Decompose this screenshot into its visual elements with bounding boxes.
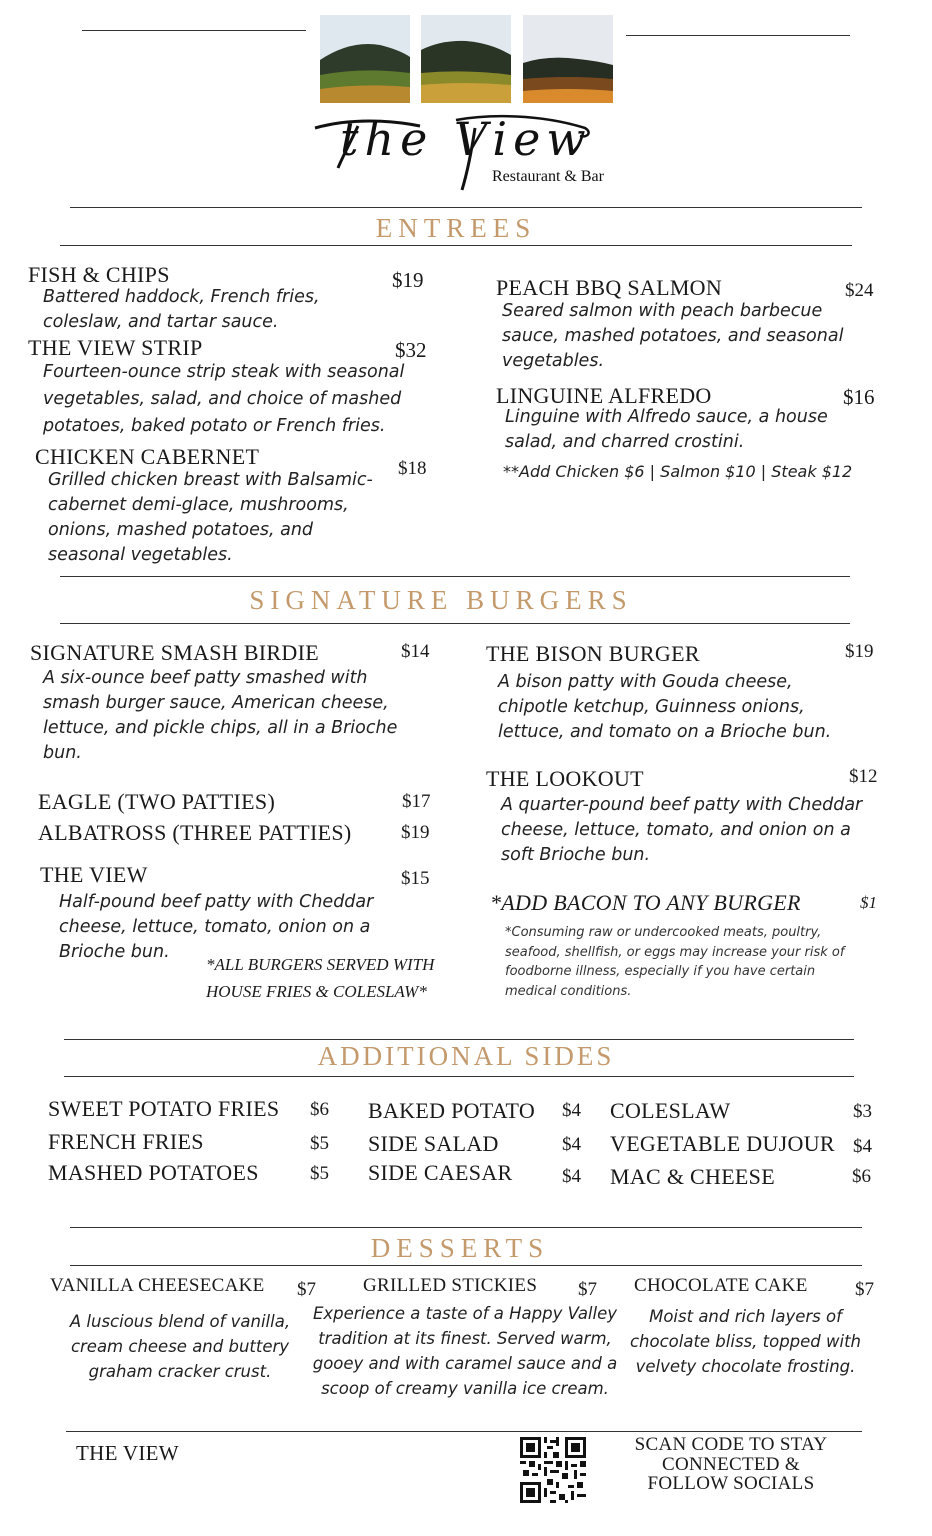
dessert-price: $7 xyxy=(297,1279,316,1300)
dessert-name: CHOCOLATE CAKE xyxy=(634,1275,808,1296)
header-rule-right xyxy=(626,35,850,36)
burger-name: SIGNATURE SMASH BIRDIE xyxy=(30,640,319,665)
side-name: COLESLAW xyxy=(610,1098,731,1123)
dessert-price: $7 xyxy=(578,1279,597,1300)
burger-name: THE LOOKOUT xyxy=(486,766,644,791)
burger-desc: A quarter-pound beef patty with Cheddar cheese, lettuce, tomato, and onion on a soft Brioche bun. xyxy=(501,795,863,865)
burger-price: $19 xyxy=(401,822,430,843)
side-price: $4 xyxy=(562,1134,581,1155)
qr-code[interactable] xyxy=(520,1437,586,1503)
entree-desc: Linguine with Alfredo sauce, a house salad, and charred crostini. xyxy=(505,407,828,452)
dessert-name: VANILLA CHEESECAKE xyxy=(50,1275,265,1296)
desserts-rule-bottom xyxy=(70,1265,862,1266)
entree-price: $32 xyxy=(395,338,427,362)
sides-title: ADDITIONAL SIDES xyxy=(317,1041,615,1071)
burger-desc: A bison patty with Gouda cheese, chipotle ketchup, Guinness onions, lettuce, and tomato on a Brioche bun. xyxy=(498,672,832,742)
entree-name: CHICKEN CABERNET xyxy=(35,444,260,469)
entree-desc: Grilled chicken breast with Balsamic-cabernet demi-glace, mushrooms, onions, mashed potatoes, and seasonal vegetables. xyxy=(48,470,373,565)
desserts-rule-top xyxy=(70,1227,862,1228)
burger-price: $15 xyxy=(401,868,430,889)
burgers-served-note: *ALL BURGERS SERVED WITH HOUSE FRIES & COLESLAW* xyxy=(206,955,435,1001)
desserts-title: DESSERTS xyxy=(370,1233,550,1263)
side-price: $4 xyxy=(562,1100,581,1121)
entree-price: $24 xyxy=(845,280,874,301)
side-price: $4 xyxy=(853,1136,872,1157)
side-name: FRENCH FRIES xyxy=(48,1129,204,1154)
burger-name: ALBATROSS (THREE PATTIES) xyxy=(38,820,352,845)
landscape-photo-2 xyxy=(421,15,511,103)
side-price: $5 xyxy=(310,1163,329,1184)
burger-desc: Half-pound beef patty with Cheddar cheese, lettuce, tomato, onion on a Brioche bun. xyxy=(59,892,374,962)
side-name: MASHED POTATOES xyxy=(48,1160,259,1185)
side-name: SIDE SALAD xyxy=(368,1131,499,1156)
logo-script: the View xyxy=(340,112,592,166)
entree-name: FISH & CHIPS xyxy=(28,262,170,287)
entree-desc: Battered haddock, French fries, coleslaw, and tartar sauce. xyxy=(43,287,320,332)
dessert-desc: Moist and rich layers of chocolate bliss, topped with velvety chocolate frosting. xyxy=(629,1307,862,1376)
landscape-photo-1 xyxy=(320,15,410,103)
entree-name: PEACH BBQ SALMON xyxy=(496,275,723,300)
burgers-rule-bottom xyxy=(60,623,850,624)
sides-rule-bottom xyxy=(64,1076,854,1077)
landscape-photo-3 xyxy=(523,15,613,103)
burger-price: $14 xyxy=(401,641,430,662)
dessert-price: $7 xyxy=(855,1279,874,1300)
side-price: $4 xyxy=(562,1166,581,1187)
entree-name: THE VIEW STRIP xyxy=(28,335,203,360)
side-price: $3 xyxy=(853,1101,872,1122)
side-name: BAKED POTATO xyxy=(368,1098,536,1123)
dessert-desc: Experience a taste of a Happy Valley tradition at its finest. Served warm, gooey and with caramel sauce and a scoop of creamy vanilla ice cream. xyxy=(312,1304,618,1398)
sides-rule-top xyxy=(64,1039,854,1040)
side-price: $6 xyxy=(310,1099,329,1120)
entrees-title: ENTREES xyxy=(375,213,537,243)
side-name: SIDE CAESAR xyxy=(368,1160,513,1185)
entrees-rule-bottom xyxy=(60,245,852,246)
burgers-title: SIGNATURE BURGERS xyxy=(249,585,633,615)
entrees-rule-top xyxy=(70,207,862,208)
entree-price: $16 xyxy=(843,385,875,409)
side-price: $5 xyxy=(310,1133,329,1154)
footer-brand: THE VIEW xyxy=(76,1441,179,1465)
add-bacon-price: $1 xyxy=(860,893,877,912)
food-safety-disclaimer: *Consuming raw or undercooked meats, poultry, seafood, shellfish, or eggs may increase your risk of foodborne illness, especially if you have certain medical conditions. xyxy=(505,925,845,999)
side-price: $6 xyxy=(852,1166,871,1187)
entree-price: $19 xyxy=(392,268,424,292)
burger-desc: A six-ounce beef patty smashed with smash burger sauce, American cheese, lettuce, and pickle chips, all in a Brioche bun. xyxy=(43,668,398,763)
logo-subtitle: Restaurant & Bar xyxy=(492,168,604,185)
burger-name: THE VIEW xyxy=(40,862,148,887)
entree-name: LINGUINE ALFREDO xyxy=(496,383,712,408)
burger-price: $17 xyxy=(402,791,431,812)
burger-price: $12 xyxy=(849,766,878,787)
entree-desc: Seared salmon with peach barbecue sauce, mashed potatoes, and seasonal vegetables. xyxy=(502,301,844,371)
entree-addon-note: **Add Chicken $6 | Salmon $10 | Steak $12 xyxy=(503,462,853,481)
dessert-name: GRILLED STICKIES xyxy=(363,1275,538,1296)
burger-name: EAGLE (TWO PATTIES) xyxy=(38,789,276,814)
add-bacon-label: *ADD BACON TO ANY BURGER xyxy=(490,890,801,915)
entree-price: $18 xyxy=(398,458,427,479)
burger-name: THE BISON BURGER xyxy=(486,641,700,666)
footer-rule xyxy=(66,1431,862,1432)
dessert-desc: A luscious blend of vanilla, cream cheese and buttery graham cracker crust. xyxy=(69,1312,291,1381)
entree-desc: Fourteen-ounce strip steak with seasonal vegetables, salad, and choice of mashed potatoes, baked potato or French fries. xyxy=(43,362,405,436)
burgers-rule-top xyxy=(60,576,850,577)
burger-price: $19 xyxy=(845,641,874,662)
side-name: VEGETABLE DUJOUR xyxy=(610,1131,835,1156)
side-name: MAC & CHEESE xyxy=(610,1164,775,1189)
scan-code-text: SCAN CODE TO STAY CONNECTED & FOLLOW SOCIALS xyxy=(634,1434,828,1494)
header-rule-left xyxy=(82,30,306,31)
side-name: SWEET POTATO FRIES xyxy=(48,1096,280,1121)
